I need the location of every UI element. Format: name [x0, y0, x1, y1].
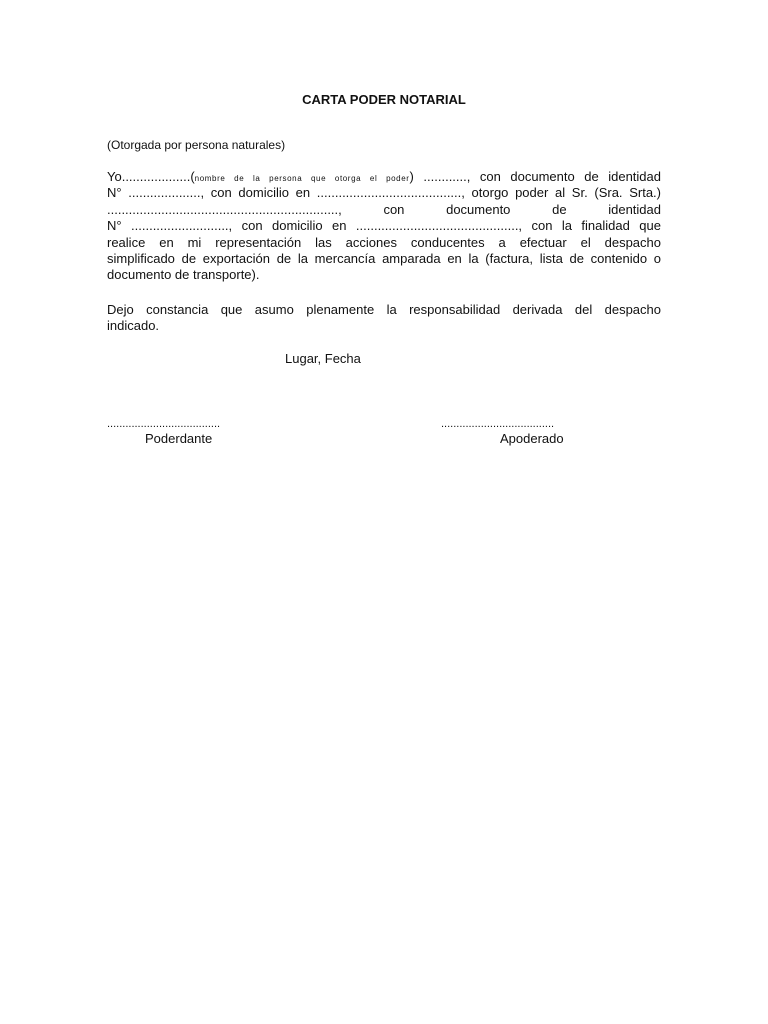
grantor-name-hint: nombre de la persona que otorga el poder — [194, 174, 410, 183]
grant-line-1-start: Yo...................( — [107, 169, 195, 184]
grant-line-6: simplificado de exportación de la mercancía amparada en la (factura, lista de contenido o — [107, 250, 661, 266]
signature-line-attorney: ..................................... — [441, 418, 555, 430]
grant-paragraph — [107, 169, 661, 284]
grant-line-5: realice en mi representación las acciones conducentes a efectuar el despacho — [107, 234, 661, 250]
grant-line-3: ................................................................, con documento de identidad — [107, 201, 661, 217]
document-subtitle: (Otorgada por persona naturales) — [107, 138, 286, 152]
signature-label-grantor: Poderdante — [145, 431, 213, 446]
signature-block-attorney — [441, 417, 601, 447]
signature-label-attorney: Apoderado — [500, 431, 564, 446]
responsibility-line-1: Dejo constancia que asumo plenamente la responsabilidad derivada del despacho — [107, 302, 661, 317]
grant-line-1-end: ) ............, con documento de identidad — [409, 169, 661, 184]
responsibility-line-2: indicado. — [107, 318, 160, 334]
grant-line-1 — [107, 169, 661, 185]
grant-line-4: N° ..........................., con domicilio en ............................................., con la finalidad que — [107, 218, 661, 234]
signature-line-grantor: ..................................... — [107, 418, 221, 430]
grant-line-7: documento de transporte). — [107, 267, 260, 283]
grant-line-2: N° ...................., con domicilio en ........................................, otorgo poder al Sr. (Sra. Srta.) — [107, 185, 661, 201]
document-title: CARTA PODER NOTARIAL — [302, 92, 466, 107]
place-date: Lugar, Fecha — [285, 351, 361, 366]
responsibility-paragraph — [107, 302, 661, 335]
signature-block-grantor — [107, 417, 267, 447]
